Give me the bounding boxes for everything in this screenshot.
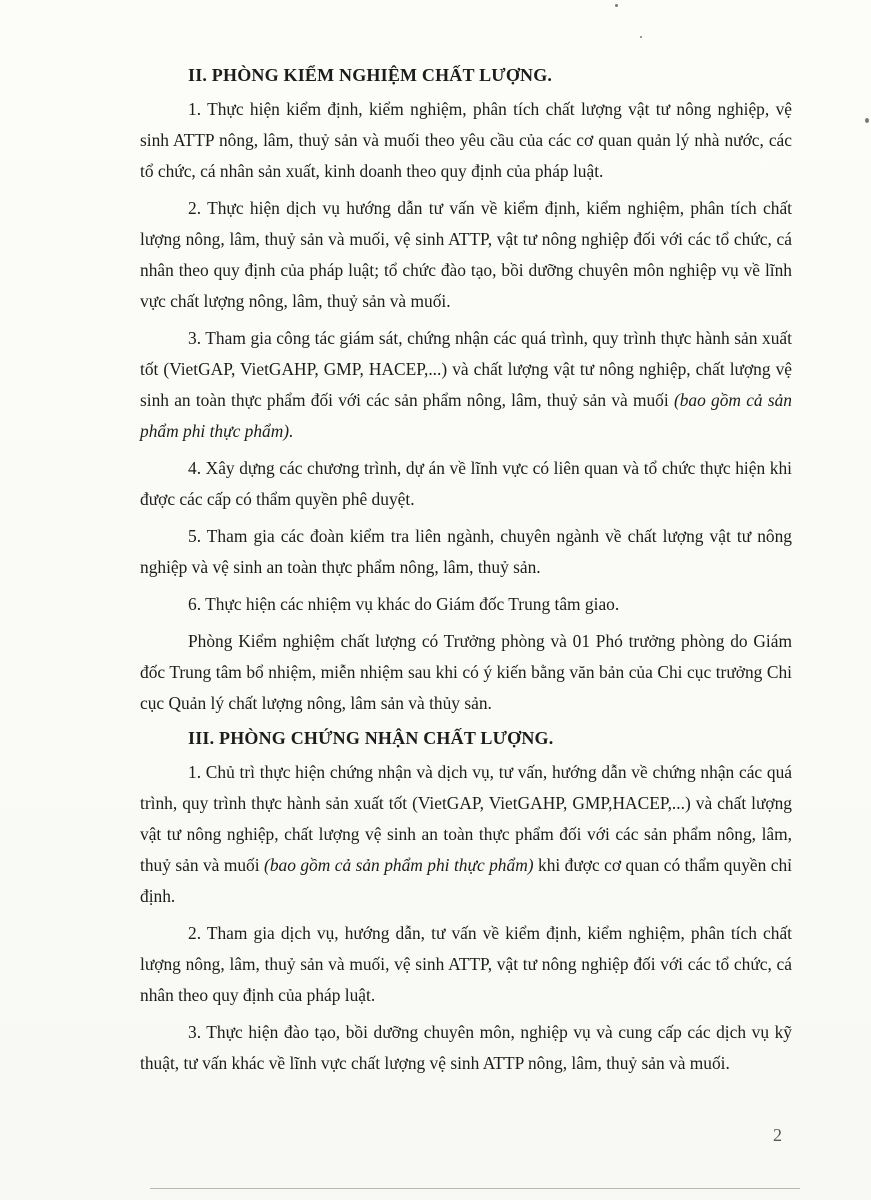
section-2-item-1: 1. Thực hiện kiểm định, kiểm nghiệm, phân tích chất lượng vật tư nông nghiệp, vệ sinh ATTP nông, lâm, thuỷ sản và muối theo yêu cầu của các cơ quan quản lý nhà nước, các tổ chức, cá nhân sản xuất, kinh doanh theo quy định của pháp luật. (140, 99, 792, 181)
page-bottom-rule (150, 1188, 800, 1189)
section-2-item-6: 6. Thực hiện các nhiệm vụ khác do Giám đốc Trung tâm giao. (188, 594, 620, 614)
document-body (140, 62, 792, 1085)
section-3-item-3: 3. Thực hiện đào tạo, bồi dưỡng chuyên môn, nghiệp vụ và cung cấp các dịch vụ kỹ thuật, tư vấn khác về lĩnh vực chất lượng vệ sinh ATTP nông, lâm, thuỷ sản và muối. (140, 1022, 792, 1073)
section-3-item-1: 1. Chủ trì thực hiện chứng nhận và dịch vụ, tư vấn, hướng dẫn về chứng nhận các quá trình, quy trình thực hành sản xuất tốt (VietGAP, VietGAHP, GMP,HACEP,...) và chất lượng vật tư nông nghiệp, chất lượng vệ sinh an toàn thực phẩm đối với các sản phẩm nông, lâm, thuỷ sản và muối (bao gồm cả sản phẩm phi thực phẩm) khi được cơ quan có thẩm quyền chỉ định. (140, 762, 792, 906)
section-3-item-2: 2. Tham gia dịch vụ, hướng dẫn, tư vấn về kiểm định, kiểm nghiệm, phân tích chất lượng nông, lâm, thuỷ sản và muối, vệ sinh ATTP, vật tư nông nghiệp đối với các tổ chức, cá nhân theo quy định của pháp luật. (140, 923, 792, 1005)
section-2-staffing-note: Phòng Kiểm nghiệm chất lượng có Trưởng phòng và 01 Phó trưởng phòng do Giám đốc Trung tâm bổ nhiệm, miễn nhiệm sau khi có ý kiến bằng văn bản của Chi cục trưởng Chi cục Quản lý chất lượng nông, lâm sản và thủy sản. (140, 631, 792, 713)
scan-speck (865, 118, 869, 123)
section-2-item-5: 5. Tham gia các đoàn kiểm tra liên ngành, chuyên ngành về chất lượng vật tư nông nghiệp và vệ sinh an toàn thực phẩm nông, lâm, thuỷ sản. (140, 526, 792, 577)
section-2-item-4: 4. Xây dựng các chương trình, dự án về lĩnh vực có liên quan và tổ chức thực hiện khi được các cấp có thẩm quyền phê duyệt. (140, 458, 792, 509)
scan-speck (640, 36, 642, 38)
section-2-item-3: 3. Tham gia công tác giám sát, chứng nhận các quá trình, quy trình thực hành sản xuất tốt (VietGAP, VietGAHP, GMP, HACEP,...) và chất lượng vật tư nông nghiệp, chất lượng vệ sinh an toàn thực phẩm đối với các sản phẩm nông, lâm, thuỷ sản và muối (bao gồm cả sản phẩm phi thực phẩm). (140, 328, 792, 441)
section-3-heading: III. PHÒNG CHỨNG NHẬN CHẤT LƯỢNG. (188, 728, 554, 748)
page-number: 2 (773, 1125, 782, 1145)
section-2-item-2: 2. Thực hiện dịch vụ hướng dẫn tư vấn về kiểm định, kiểm nghiệm, phân tích chất lượng nông, lâm, thuỷ sản và muối, vệ sinh ATTP, vật tư nông nghiệp đối với các tổ chức, cá nhân theo quy định của pháp luật; tổ chức đào tạo, bồi dưỡng chuyên môn nghiệp vụ về lĩnh vực chất lượng nông, lâm, thuỷ sản và muối. (140, 198, 792, 311)
section-2-heading: II. PHÒNG KIỂM NGHIỆM CHẤT LƯỢNG. (188, 65, 553, 85)
scan-speck (615, 4, 618, 7)
